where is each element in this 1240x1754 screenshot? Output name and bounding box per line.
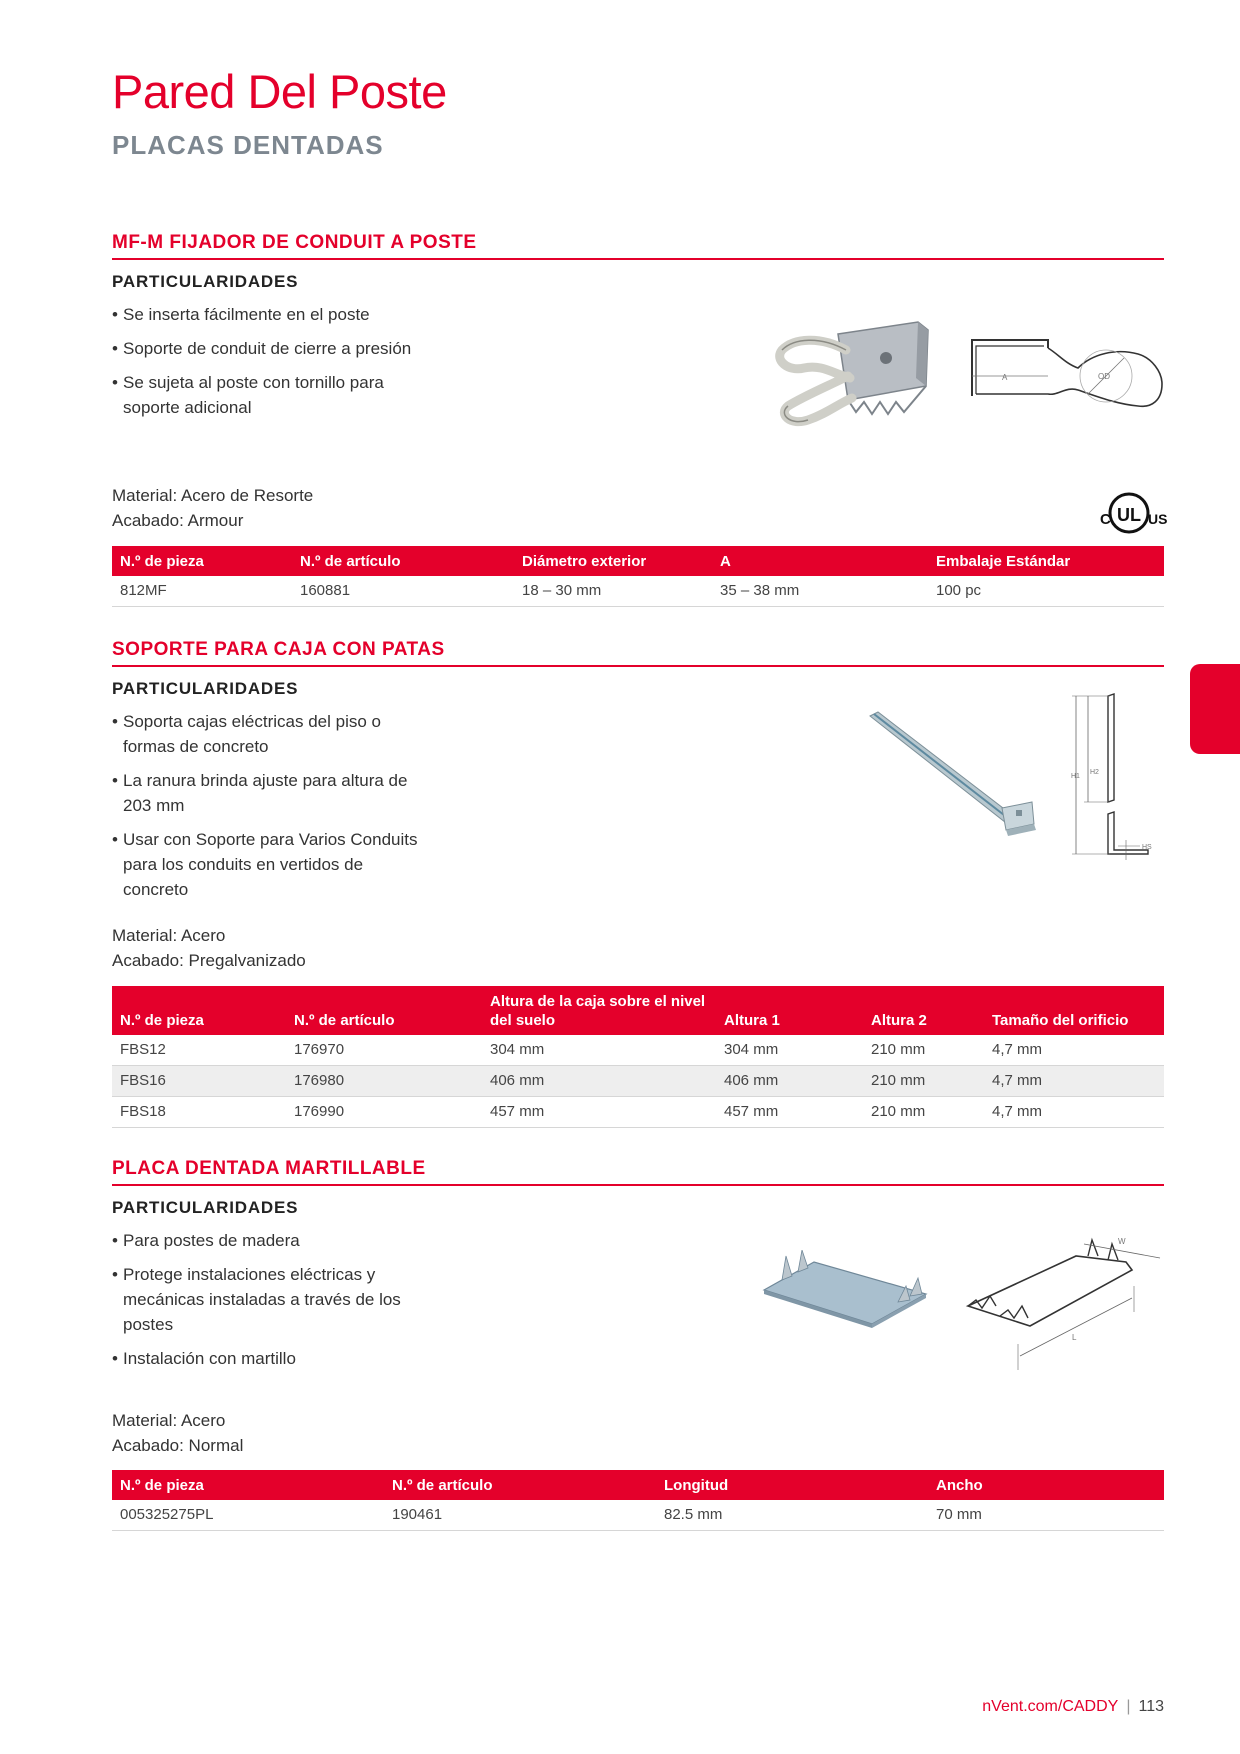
table-header-row <box>112 546 1164 576</box>
table-cell: 210 mm <box>863 1097 984 1128</box>
col-header: N.º de pieza <box>112 546 292 576</box>
col-header: A <box>712 546 928 576</box>
material-text: Material: Acero <box>112 1411 226 1430</box>
col-header: Tamaño del orificio <box>984 986 1164 1035</box>
product-photo-conduit-clip <box>768 316 934 434</box>
finish-text: Acabado: Armour <box>112 511 244 530</box>
material-block <box>112 483 313 533</box>
col-header: N.º de artículo <box>286 986 482 1035</box>
diagram-leg-support <box>1066 690 1176 860</box>
table-cell: FBS12 <box>112 1035 286 1066</box>
table-cell: FBS16 <box>112 1066 286 1097</box>
diagram-nail-plate <box>960 1226 1170 1372</box>
feature-item: • Soporta cajas eléctricas del piso o formas de concreto <box>112 709 422 759</box>
col-header: Altura 2 <box>863 986 984 1035</box>
col-header: N.º de artículo <box>292 546 514 576</box>
section-title: PLACA DENTADA MARTILLABLE <box>112 1158 1164 1186</box>
table-cell: 176990 <box>286 1097 482 1128</box>
col-header: Diámetro exterior <box>514 546 712 576</box>
page-number: 113 <box>1138 1698 1164 1715</box>
col-header: Longitud <box>656 1470 928 1500</box>
material-block <box>112 923 306 973</box>
features-heading: PARTICULARIDADES <box>112 1198 299 1217</box>
table-row <box>112 1035 1164 1066</box>
cert-ul: UL <box>1117 505 1141 525</box>
table-cell: 210 mm <box>863 1035 984 1066</box>
material-text: Material: Acero de Resorte <box>112 486 314 505</box>
table-cell: 160881 <box>292 576 514 607</box>
table-cell: 4,7 mm <box>984 1066 1164 1097</box>
product-photo-nail-plate <box>760 1250 930 1336</box>
table-cell: 100 pc <box>928 576 1164 607</box>
col-header: Altura de la caja sobre el nivel del suelo <box>482 986 716 1035</box>
features-list <box>112 1228 422 1371</box>
page-footer <box>982 1698 1164 1716</box>
table-cell: 35 – 38 mm <box>712 576 928 607</box>
section-title: SOPORTE PARA CAJA CON PATAS <box>112 639 1164 667</box>
table-row <box>112 1097 1164 1128</box>
footer-site-link[interactable]: nVent.com/CADDY <box>982 1698 1119 1715</box>
feature-item: • Para postes de madera <box>112 1228 422 1253</box>
material-block <box>112 1408 243 1458</box>
table-cell: 190461 <box>384 1500 656 1531</box>
finish-text: Acabado: Normal <box>112 1436 244 1455</box>
product-photo-leg-support <box>866 708 1038 844</box>
table-cell: 457 mm <box>716 1097 863 1128</box>
spec-table-box-support <box>112 986 1164 1128</box>
features-heading: PARTICULARIDADES <box>112 679 299 698</box>
table-row <box>112 1066 1164 1097</box>
col-header: Embalaje Estándar <box>928 546 1164 576</box>
spec-table-mf-m <box>112 546 1164 607</box>
finish-text: Acabado: Pregalvanizado <box>112 951 306 970</box>
feature-item: • Usar con Soporte para Varios Conduits para los conduits en vertidos de concreto <box>112 827 422 902</box>
table-cell: 457 mm <box>482 1097 716 1128</box>
table-cell: 406 mm <box>482 1066 716 1097</box>
footer-separator: | <box>1126 1698 1131 1715</box>
diagram-label-l: L <box>1072 1333 1077 1342</box>
section-title: MF-M FIJADOR DE CONDUIT A POSTE <box>112 232 1164 260</box>
feature-item: • Instalación con martillo <box>112 1346 422 1371</box>
table-cell: 82.5 mm <box>656 1500 928 1531</box>
diagram-label-hs: HS <box>1142 844 1152 851</box>
diagram-label-h1: H1 <box>1071 773 1080 780</box>
table-cell: 70 mm <box>928 1500 1164 1531</box>
features-list <box>112 302 422 420</box>
diagram-label-a: A <box>1002 373 1008 382</box>
table-cell: 18 – 30 mm <box>514 576 712 607</box>
feature-item: • Se inserta fácilmente en el poste <box>112 302 422 327</box>
ul-certification-icon <box>1090 488 1168 538</box>
diagram-label-h2: H2 <box>1090 769 1099 776</box>
col-header: N.º de pieza <box>112 986 286 1035</box>
cert-us: US <box>1148 511 1168 527</box>
page-subtitle: PLACAS DENTADAS <box>112 130 384 160</box>
spec-table-nail-plate <box>112 1470 1164 1531</box>
table-row <box>112 576 1164 607</box>
col-header: N.º de artículo <box>384 1470 656 1500</box>
material-text: Material: Acero <box>112 926 226 945</box>
diagram-label-w: W <box>1118 1237 1126 1246</box>
table-cell: 176970 <box>286 1035 482 1066</box>
features-list <box>112 709 422 902</box>
feature-item: • Soporte de conduit de cierre a presión <box>112 336 422 361</box>
feature-item: • Se sujeta al poste con tornillo para soporte adicional <box>112 370 422 420</box>
table-cell: 4,7 mm <box>984 1097 1164 1128</box>
col-header: N.º de pieza <box>112 1470 384 1500</box>
table-cell: 304 mm <box>716 1035 863 1066</box>
cert-c: C <box>1100 511 1111 528</box>
diagram-conduit-clip <box>966 334 1174 412</box>
table-cell: 210 mm <box>863 1066 984 1097</box>
table-header-row <box>112 1470 1164 1500</box>
diagram-label-od: OD <box>1098 372 1110 381</box>
feature-item: • Protege instalaciones eléctricas y mecánicas instaladas a través de los postes <box>112 1262 422 1337</box>
feature-item: • La ranura brinda ajuste para altura de 203 mm <box>112 768 422 818</box>
table-row <box>112 1500 1164 1531</box>
col-header: Altura 1 <box>716 986 863 1035</box>
table-header-row <box>112 986 1164 1035</box>
features-heading: PARTICULARIDADES <box>112 272 299 291</box>
table-cell: 176980 <box>286 1066 482 1097</box>
table-cell: 304 mm <box>482 1035 716 1066</box>
table-cell: 812MF <box>112 576 292 607</box>
table-cell: FBS18 <box>112 1097 286 1128</box>
col-header: Ancho <box>928 1470 1164 1500</box>
section-side-tab <box>1190 664 1240 754</box>
table-cell: 4,7 mm <box>984 1035 1164 1066</box>
page-title: Pared Del Poste <box>112 65 447 118</box>
table-cell: 406 mm <box>716 1066 863 1097</box>
table-cell: 005325275PL <box>112 1500 384 1531</box>
